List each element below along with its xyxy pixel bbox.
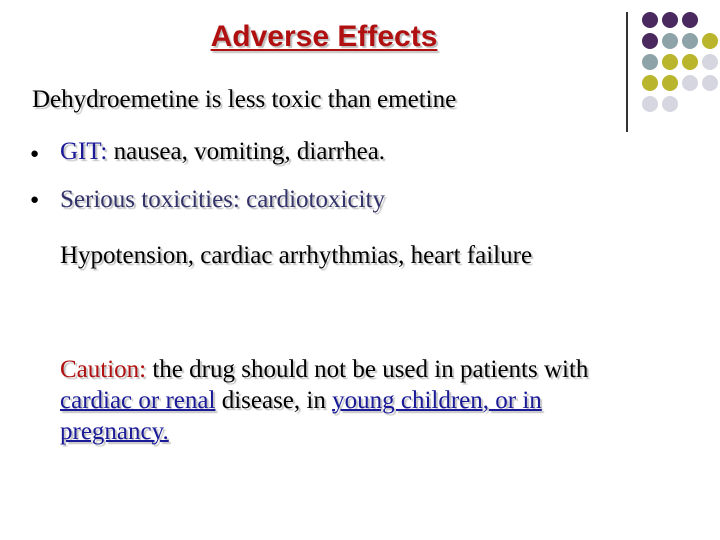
decorative-dot — [662, 33, 678, 49]
decorative-dot — [642, 33, 658, 49]
caution-text — [60, 354, 630, 447]
slide-title: Adverse Effects — [210, 20, 438, 53]
decorative-dot — [702, 75, 718, 91]
decorative-dot — [642, 12, 658, 28]
intro-text: Dehydroemetine is less toxic than emetine — [32, 86, 457, 113]
caution-underlined-organs: cardiac or renal — [60, 387, 216, 414]
bullet-git-text: nausea, vomiting, diarrhea. — [107, 138, 386, 165]
decorative-dot — [662, 75, 678, 91]
decorative-dot — [642, 75, 658, 91]
decorative-dot — [682, 54, 698, 70]
bullet-dot-icon: ● — [30, 146, 40, 162]
decorative-dot — [702, 33, 718, 49]
bullet-dot-icon: ● — [30, 192, 40, 208]
decorative-dot — [682, 12, 698, 28]
decorative-dot — [662, 54, 678, 70]
caution-label: Caution: — [60, 356, 147, 383]
decorative-dot — [662, 12, 678, 28]
decorative-dot-grid — [638, 10, 720, 120]
decorative-dot — [682, 33, 698, 49]
bullet-serious-toxicities: Serious toxicities: cardiotoxicity — [60, 186, 385, 213]
caution-underlined-groups: young children, or in pregnancy. — [60, 387, 542, 445]
caution-part2: disease, in — [215, 387, 333, 414]
decorative-dot — [642, 96, 658, 112]
decorative-dot — [682, 75, 698, 91]
decorative-dot — [662, 96, 678, 112]
decorative-dot — [642, 54, 658, 70]
decorative-dot — [702, 54, 718, 70]
bullet-git — [60, 136, 385, 167]
cardiotoxicity-details: Hypotension, cardiac arrhythmias, heart failure — [60, 242, 533, 269]
caution-part1: the drug should not be used in patients with — [146, 356, 589, 383]
vertical-divider — [626, 12, 628, 132]
bullet-git-label: GIT: — [60, 138, 108, 165]
